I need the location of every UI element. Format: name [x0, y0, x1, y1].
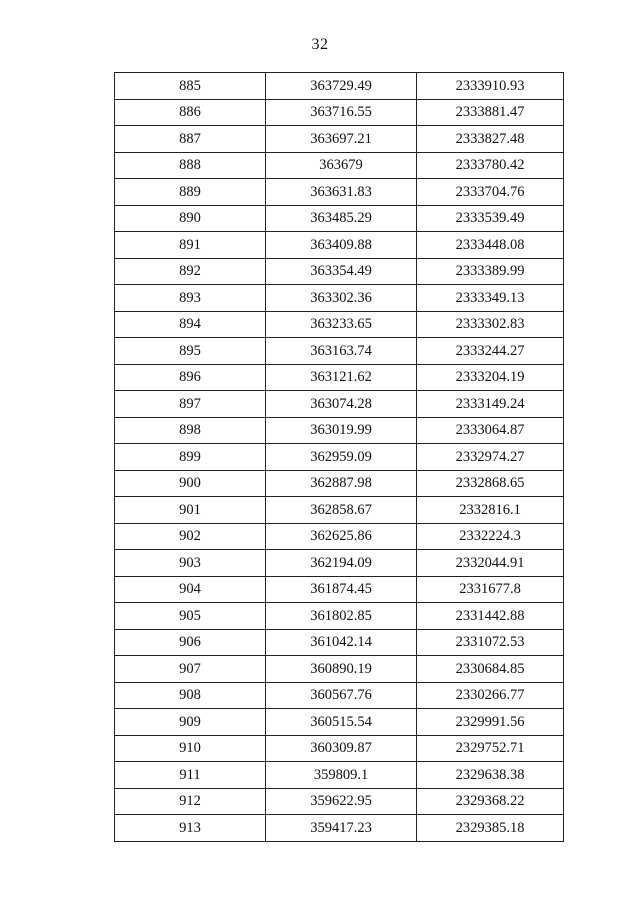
table-row [115, 444, 564, 471]
x-coordinate-cell: 363354.49 [266, 258, 417, 285]
table-row [115, 126, 564, 153]
y-coordinate-cell: 2330684.85 [417, 656, 564, 683]
x-coordinate-cell: 363409.88 [266, 232, 417, 259]
point-number-cell: 903 [115, 550, 266, 577]
page-number: 32 [311, 36, 329, 53]
y-coordinate-cell: 2333302.83 [417, 311, 564, 338]
point-number-cell: 889 [115, 179, 266, 206]
x-coordinate-cell: 362194.09 [266, 550, 417, 577]
y-coordinate-cell: 2333881.47 [417, 99, 564, 126]
y-coordinate-cell: 2329991.56 [417, 709, 564, 736]
table-row [115, 735, 564, 762]
table-row [115, 497, 564, 524]
x-coordinate-cell: 363631.83 [266, 179, 417, 206]
table-row [115, 762, 564, 789]
x-coordinate-cell: 360567.76 [266, 682, 417, 709]
table-row [115, 285, 564, 312]
y-coordinate-cell: 2329638.38 [417, 762, 564, 789]
y-coordinate-cell: 2329752.71 [417, 735, 564, 762]
y-coordinate-cell: 2329385.18 [417, 815, 564, 842]
point-number-cell: 886 [115, 99, 266, 126]
point-number-cell: 899 [115, 444, 266, 471]
y-coordinate-cell: 2333349.13 [417, 285, 564, 312]
point-number-cell: 913 [115, 815, 266, 842]
point-number-cell: 907 [115, 656, 266, 683]
point-number-cell: 885 [115, 73, 266, 100]
point-number-cell: 909 [115, 709, 266, 736]
point-number-cell: 898 [115, 417, 266, 444]
point-number-cell: 896 [115, 364, 266, 391]
x-coordinate-cell: 363485.29 [266, 205, 417, 232]
x-coordinate-cell: 359417.23 [266, 815, 417, 842]
y-coordinate-cell: 2333244.27 [417, 338, 564, 365]
y-coordinate-cell: 2331442.88 [417, 603, 564, 630]
point-number-cell: 888 [115, 152, 266, 179]
coordinate-table [114, 72, 564, 842]
point-number-cell: 893 [115, 285, 266, 312]
point-number-cell: 904 [115, 576, 266, 603]
y-coordinate-cell: 2332974.27 [417, 444, 564, 471]
y-coordinate-cell: 2332224.3 [417, 523, 564, 550]
x-coordinate-cell: 363019.99 [266, 417, 417, 444]
x-coordinate-cell: 363729.49 [266, 73, 417, 100]
x-coordinate-cell: 363302.36 [266, 285, 417, 312]
y-coordinate-cell: 2333827.48 [417, 126, 564, 153]
table-row [115, 152, 564, 179]
table-row [115, 550, 564, 577]
table-row [115, 391, 564, 418]
point-number-cell: 908 [115, 682, 266, 709]
x-coordinate-cell: 359809.1 [266, 762, 417, 789]
y-coordinate-cell: 2329368.22 [417, 788, 564, 815]
x-coordinate-cell: 363074.28 [266, 391, 417, 418]
point-number-cell: 910 [115, 735, 266, 762]
x-coordinate-cell: 359622.95 [266, 788, 417, 815]
x-coordinate-cell: 363163.74 [266, 338, 417, 365]
x-coordinate-cell: 360515.54 [266, 709, 417, 736]
y-coordinate-cell: 2333780.42 [417, 152, 564, 179]
table-row [115, 629, 564, 656]
table-row [115, 179, 564, 206]
y-coordinate-cell: 2333910.93 [417, 73, 564, 100]
y-coordinate-cell: 2332816.1 [417, 497, 564, 524]
point-number-cell: 892 [115, 258, 266, 285]
point-number-cell: 891 [115, 232, 266, 259]
y-coordinate-cell: 2331072.53 [417, 629, 564, 656]
point-number-cell: 890 [115, 205, 266, 232]
table-row [115, 258, 564, 285]
table-row [115, 205, 564, 232]
point-number-cell: 901 [115, 497, 266, 524]
y-coordinate-cell: 2332044.91 [417, 550, 564, 577]
y-coordinate-cell: 2333448.08 [417, 232, 564, 259]
table-row [115, 364, 564, 391]
x-coordinate-cell: 362959.09 [266, 444, 417, 471]
table-row [115, 73, 564, 100]
point-number-cell: 894 [115, 311, 266, 338]
x-coordinate-cell: 362858.67 [266, 497, 417, 524]
table-row [115, 709, 564, 736]
coordinate-table-container [114, 72, 562, 842]
y-coordinate-cell: 2330266.77 [417, 682, 564, 709]
x-coordinate-cell: 360309.87 [266, 735, 417, 762]
y-coordinate-cell: 2333204.19 [417, 364, 564, 391]
y-coordinate-cell: 2333389.99 [417, 258, 564, 285]
point-number-cell: 906 [115, 629, 266, 656]
y-coordinate-cell: 2333539.49 [417, 205, 564, 232]
x-coordinate-cell: 360890.19 [266, 656, 417, 683]
table-row [115, 788, 564, 815]
x-coordinate-cell: 363679 [266, 152, 417, 179]
x-coordinate-cell: 361874.45 [266, 576, 417, 603]
x-coordinate-cell: 363716.55 [266, 99, 417, 126]
point-number-cell: 897 [115, 391, 266, 418]
table-row [115, 311, 564, 338]
x-coordinate-cell: 361042.14 [266, 629, 417, 656]
x-coordinate-cell: 362887.98 [266, 470, 417, 497]
point-number-cell: 912 [115, 788, 266, 815]
point-number-cell: 902 [115, 523, 266, 550]
point-number-cell: 887 [115, 126, 266, 153]
point-number-cell: 900 [115, 470, 266, 497]
table-row [115, 99, 564, 126]
point-number-cell: 911 [115, 762, 266, 789]
table-row [115, 338, 564, 365]
table-row [115, 656, 564, 683]
table-row [115, 603, 564, 630]
table-row [115, 417, 564, 444]
x-coordinate-cell: 363121.62 [266, 364, 417, 391]
table-row [115, 470, 564, 497]
table-row [115, 682, 564, 709]
y-coordinate-cell: 2331677.8 [417, 576, 564, 603]
table-row [115, 523, 564, 550]
x-coordinate-cell: 362625.86 [266, 523, 417, 550]
x-coordinate-cell: 363697.21 [266, 126, 417, 153]
point-number-cell: 895 [115, 338, 266, 365]
table-row [115, 576, 564, 603]
table-row [115, 815, 564, 842]
y-coordinate-cell: 2332868.65 [417, 470, 564, 497]
y-coordinate-cell: 2333149.24 [417, 391, 564, 418]
point-number-cell: 905 [115, 603, 266, 630]
y-coordinate-cell: 2333704.76 [417, 179, 564, 206]
x-coordinate-cell: 361802.85 [266, 603, 417, 630]
coordinate-table-body [115, 73, 564, 842]
y-coordinate-cell: 2333064.87 [417, 417, 564, 444]
table-row [115, 232, 564, 259]
x-coordinate-cell: 363233.65 [266, 311, 417, 338]
